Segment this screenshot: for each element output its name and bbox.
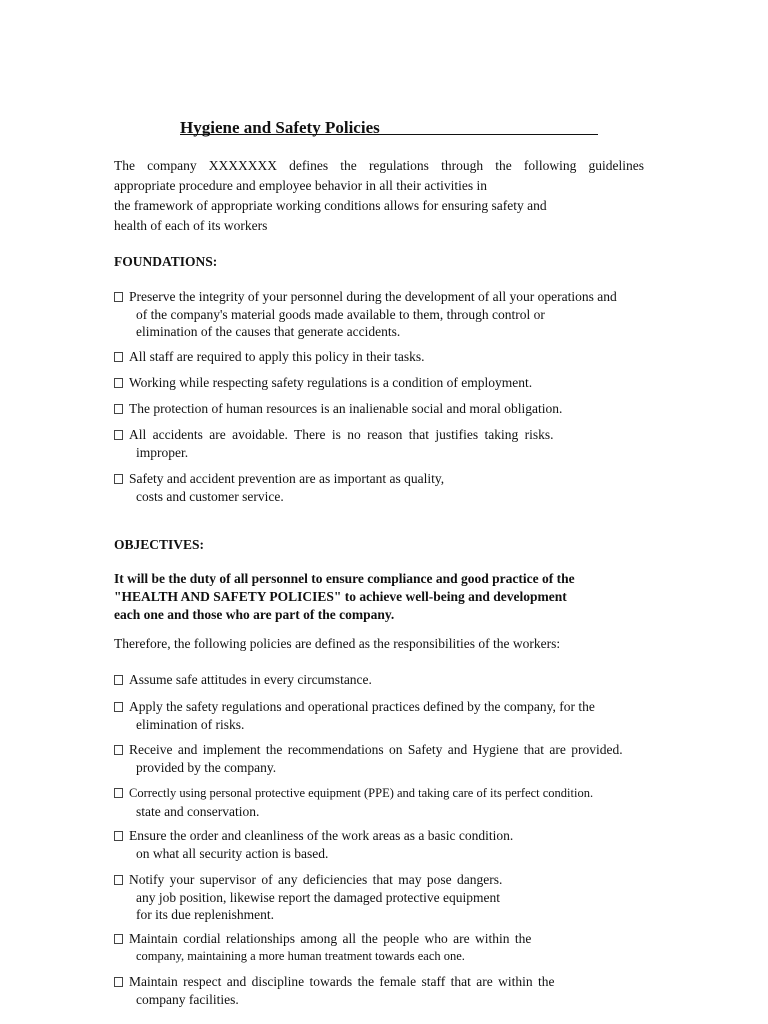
list-item: Maintain cordial relationships among all the people who are within the company, maintaining a more human treatment towards each one.	[114, 930, 531, 965]
checkbox-bullet-icon	[114, 404, 123, 414]
list-item: Notify your supervisor of any deficiencies that may pose dangers. any job position, likewise report the damaged protective equipment for its due replenishment.	[114, 871, 502, 924]
foundations-heading: FOUNDATIONS:	[114, 254, 218, 269]
intro-line: appropriate procedure and employee behavior in all their activities in	[114, 178, 487, 193]
checkbox-bullet-icon	[114, 788, 123, 798]
checkbox-bullet-icon	[114, 675, 123, 685]
checkbox-bullet-icon	[114, 378, 123, 388]
checkbox-bullet-icon	[114, 702, 123, 712]
document-title: Hygiene and Safety Policies	[180, 118, 380, 137]
list-item: The protection of human resources is an inalienable social and moral obligation.	[114, 400, 562, 418]
checkbox-bullet-icon	[114, 745, 123, 755]
list-item: Maintain respect and discipline towards the female staff that are within the company facilities.	[114, 973, 555, 1008]
intro-line: health of each of its workers	[114, 218, 268, 233]
list-item: Safety and accident prevention are as important as quality, costs and customer service.	[114, 470, 444, 505]
list-item: Apply the safety regulations and operational practices defined by the company, for the elimination of risks.	[114, 698, 595, 733]
list-item: All staff are required to apply this policy in their tasks.	[114, 348, 425, 366]
checkbox-bullet-icon	[114, 352, 123, 362]
checkbox-bullet-icon	[114, 831, 123, 841]
intro-line: the framework of appropriate working conditions allows for ensuring safety and	[114, 198, 547, 213]
intro-line: The company XXXXXXX defines the regulations through the following guidelines	[114, 158, 644, 173]
title-underline	[180, 134, 598, 135]
objectives-paragraph: It will be the duty of all personnel to ensure compliance and good practice of the "HEALTH AND SAFETY POLICIES" to achieve well-being and development each one and those who are part of the company.	[114, 571, 575, 622]
list-item: Receive and implement the recommendations on Safety and Hygiene that are provided. provided by the company.	[114, 741, 623, 776]
responsibilities-intro: Therefore, the following policies are defined as the responsibilities of the workers:	[114, 636, 561, 651]
checkbox-bullet-icon	[114, 977, 123, 987]
checkbox-bullet-icon	[114, 292, 123, 302]
checkbox-bullet-icon	[114, 474, 123, 484]
objectives-heading: OBJECTIVES:	[114, 537, 205, 552]
intro-paragraph	[114, 156, 644, 236]
list-item: Ensure the order and cleanliness of the work areas as a basic condition. on what all security action is based.	[114, 827, 513, 862]
list-item: Assume safe attitudes in every circumstance.	[114, 671, 372, 689]
checkbox-bullet-icon	[114, 875, 123, 885]
checkbox-bullet-icon	[114, 934, 123, 944]
list-item: Correctly using personal protective equipment (PPE) and taking care of its perfect condition. state and conservation.	[114, 785, 593, 820]
checkbox-bullet-icon	[114, 430, 123, 440]
list-item: All accidents are avoidable. There is no reason that justifies taking risks. improper.	[114, 426, 554, 461]
list-item: Working while respecting safety regulations is a condition of employment.	[114, 374, 532, 392]
list-item: Preserve the integrity of your personnel during the development of all your operations and of the company's material goods made available to them, through control or elimination of the causes that generate accidents.	[114, 288, 617, 341]
